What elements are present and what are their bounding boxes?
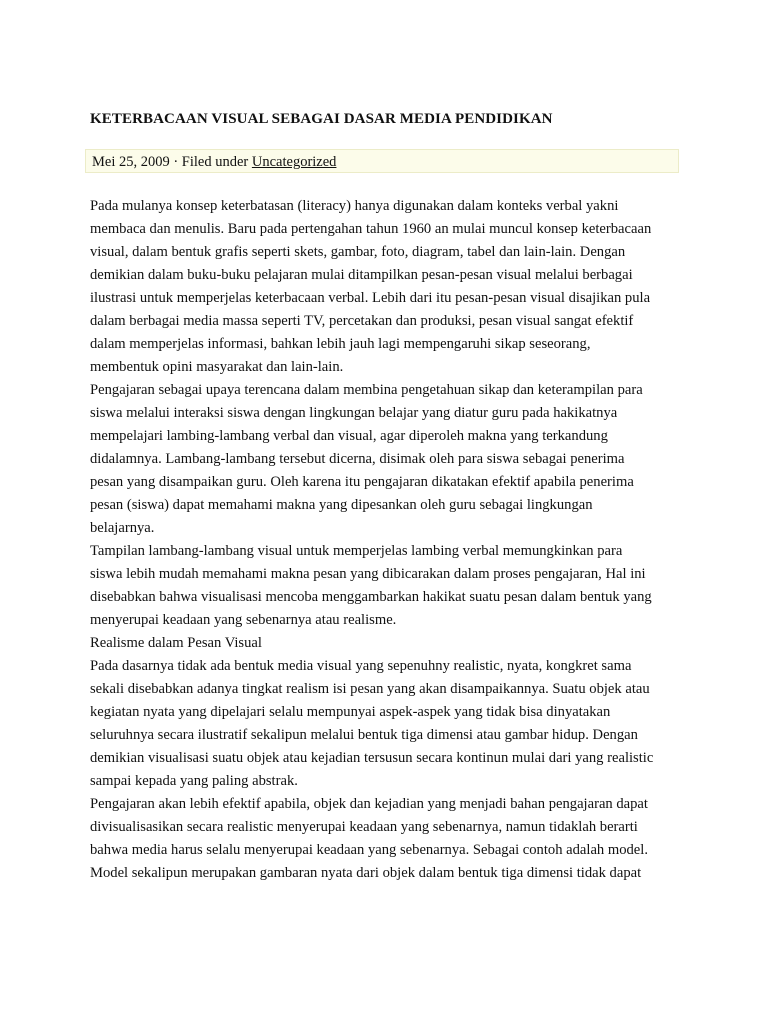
body-line: demikian visualisasi suatu objek atau kejadian tersusun secara kontinun mulai dari yang realistic bbox=[90, 750, 654, 766]
body-line: pesan (siswa) dapat memahami makna yang dipesankan oleh guru sebagai lingkungan bbox=[90, 497, 593, 513]
body-line: mempelajari lambing-lambang verbal dan visual, agar diperoleh makna yang terkandung bbox=[90, 428, 608, 444]
body-line: ilustrasi untuk memperjelas keterbacaan verbal. Lebih dari itu pesan-pesan visual disajikan pula bbox=[90, 290, 651, 306]
body-line: demikian dalam buku-buku pelajaran mulai ditampilkan pesan-pesan visual melalui berbagai bbox=[90, 267, 633, 283]
body-line: membentuk opini masyarakat dan lain-lain. bbox=[90, 359, 344, 375]
body-line: Pada mulanya konsep keterbatasan (literacy) hanya digunakan dalam konteks verbal yakni bbox=[90, 198, 619, 214]
post-meta bbox=[85, 149, 679, 173]
article-title: KETERBACAAN VISUAL SEBAGAI DASAR MEDIA PENDIDIKAN bbox=[90, 111, 553, 127]
body-line: Model sekalipun merupakan gambaran nyata dari objek dalam bentuk tiga dimensi tidak dapat bbox=[90, 865, 642, 881]
post-date: Mei 25, 2009 · Filed under bbox=[92, 154, 252, 170]
body-line: divisualisasikan secara realistic menyerupai keadaan yang sebenarnya, namun tidaklah berarti bbox=[90, 819, 638, 835]
body-line: dalam berbagai media massa seperti TV, percetakan dan produksi, pesan visual sangat efektif bbox=[90, 313, 634, 329]
article-body bbox=[90, 195, 690, 885]
body-line: seluruhnya secara ilustratif sekalipun melalui bentuk tiga dimensi atau gambar hidup. Dengan bbox=[90, 727, 638, 743]
body-line: belajarnya. bbox=[90, 520, 155, 536]
body-line: Pada dasarnya tidak ada bentuk media visual yang sepenuhny realistic, nyata, kongkret sama bbox=[90, 658, 632, 674]
body-line: Pengajaran sebagai upaya terencana dalam membina pengetahuan sikap dan keterampilan para bbox=[90, 382, 643, 398]
body-line: pesan yang disampaikan guru. Oleh karena itu pengajaran dikatakan efektif apabila penerima bbox=[90, 474, 634, 490]
body-line: visual, dalam bentuk grafis seperti skets, gambar, foto, diagram, tabel dan lain-lain. Dengan bbox=[90, 244, 626, 260]
body-line: sekali disebabkan adanya tingkat realism isi pesan yang akan disampaikannya. Suatu objek atau bbox=[90, 681, 650, 697]
body-line: bahwa media harus selalu menyerupai keadaan yang sebenarnya. Sebagai contoh adalah model. bbox=[90, 842, 648, 858]
body-line: siswa melalui interaksi siswa dengan lingkungan belajar yang diatur guru pada hakikatnya bbox=[90, 405, 618, 421]
section-heading: Realisme dalam Pesan Visual bbox=[90, 635, 262, 651]
body-line: dalam memperjelas informasi, bahkan lebih jauh lagi mempengaruhi sikap seseorang, bbox=[90, 336, 591, 352]
category-link[interactable]: Uncategorized bbox=[251, 154, 337, 170]
body-line: Pengajaran akan lebih efektif apabila, objek dan kejadian yang menjadi bahan pengajaran dapat bbox=[90, 796, 648, 812]
body-line: sampai kepada yang paling abstrak. bbox=[90, 773, 298, 789]
body-line: menyerupai keadaan yang sebenarnya atau realisme. bbox=[90, 612, 397, 628]
body-line: siswa lebih mudah memahami makna pesan yang dibicarakan dalam proses pengajaran, Hal ini bbox=[90, 566, 646, 582]
body-line: didalamnya. Lambang-lambang tersebut dicerna, disimak oleh para siswa sebagai penerima bbox=[90, 451, 625, 467]
body-line: kegiatan nyata yang dipelajari selalu mempunyai aspek-aspek yang tidak bisa dinyatakan bbox=[90, 704, 611, 720]
body-line: disebabkan bahwa visualisasi mencoba menggambarkan hakikat suatu pesan dalam bentuk yang bbox=[90, 589, 652, 605]
body-line: membaca dan menulis. Baru pada pertengahan tahun 1960 an mulai muncul konsep keterbacaan bbox=[90, 221, 652, 237]
body-line: Tampilan lambang-lambang visual untuk memperjelas lambing verbal memungkinkan para bbox=[90, 543, 623, 559]
